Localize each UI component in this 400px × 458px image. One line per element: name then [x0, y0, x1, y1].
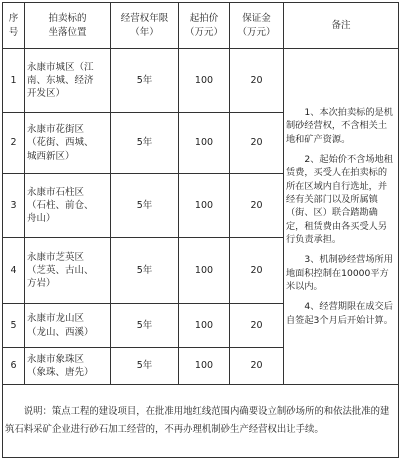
row-location: 永康市芝英区 （芝英、古山、 方岩） [25, 238, 111, 304]
row-term: 5年 [111, 304, 179, 348]
row-seq: 6 [3, 348, 25, 385]
row-start-price: 100 [179, 304, 230, 348]
row-start-price: 100 [179, 348, 230, 385]
row-deposit: 20 [230, 49, 284, 113]
header-deposit: 保证金 （万元） [230, 3, 284, 49]
row-deposit: 20 [230, 304, 284, 348]
row-term: 5年 [111, 113, 179, 174]
table-row [3, 49, 399, 113]
row-start-price: 100 [179, 238, 230, 304]
row-start-price: 100 [179, 113, 230, 174]
note-row [3, 385, 399, 458]
header-term: 经营权年限 （年） [111, 3, 179, 49]
remark-3: 3、机制砂经营场所用地面积控制在10000平方米以内。 [286, 254, 393, 293]
header-location: 拍卖标的 坐落位置 [25, 3, 111, 49]
row-start-price: 100 [179, 174, 230, 238]
row-term: 5年 [111, 174, 179, 238]
row-location: 永康市石柱区 （石柱、前仓、 舟山） [25, 174, 111, 238]
row-seq: 1 [3, 49, 25, 113]
row-deposit: 20 [230, 174, 284, 238]
row-deposit: 20 [230, 113, 284, 174]
remark-4: 4、经营期限在成交后自签起3个月后开始计算。 [286, 301, 393, 326]
row-term: 5年 [111, 49, 179, 113]
row-term: 5年 [111, 238, 179, 304]
row-seq: 2 [3, 113, 25, 174]
header-start-price: 起拍价 （万元） [179, 3, 230, 49]
header-remarks: 备注 [284, 3, 399, 49]
row-location: 永康市象珠区 （象珠、唐先） [25, 348, 111, 385]
remark-2: 2、起始价不含场地租赁费，买受人在拍卖标的所在区域内自行选址，并经有关部门以及所属镇（街、区）联合踏勘确定，租赁费由各买受人另行负责承担。 [286, 153, 393, 246]
row-seq: 3 [3, 174, 25, 238]
row-start-price: 100 [179, 49, 230, 113]
header-row [3, 3, 399, 49]
remarks-cell [284, 49, 399, 385]
row-deposit: 20 [230, 348, 284, 385]
row-location: 永康市花街区 （花街、西城、 城西新区） [25, 113, 111, 174]
row-location: 永康市龙山区 （龙山、西溪） [25, 304, 111, 348]
auction-table [2, 2, 399, 458]
remark-1: 1、本次拍卖标的是机制砂经营权，不含相关土地和矿产资源。 [286, 106, 393, 145]
row-term: 5年 [111, 348, 179, 385]
row-location: 永康市城区（江 南、东城、经济 开发区） [25, 49, 111, 113]
note-text: 说明：策点工程的建设项目，在批准用地红线范围内确要设立制砂场所的和依法批准的建筑石料采矿企业进行砂石加工经营的，不再办理机制砂生产经营权出让手续。 [3, 385, 399, 458]
row-seq: 4 [3, 238, 25, 304]
header-seq: 序号 [3, 3, 25, 49]
row-seq: 5 [3, 304, 25, 348]
row-deposit: 20 [230, 238, 284, 304]
